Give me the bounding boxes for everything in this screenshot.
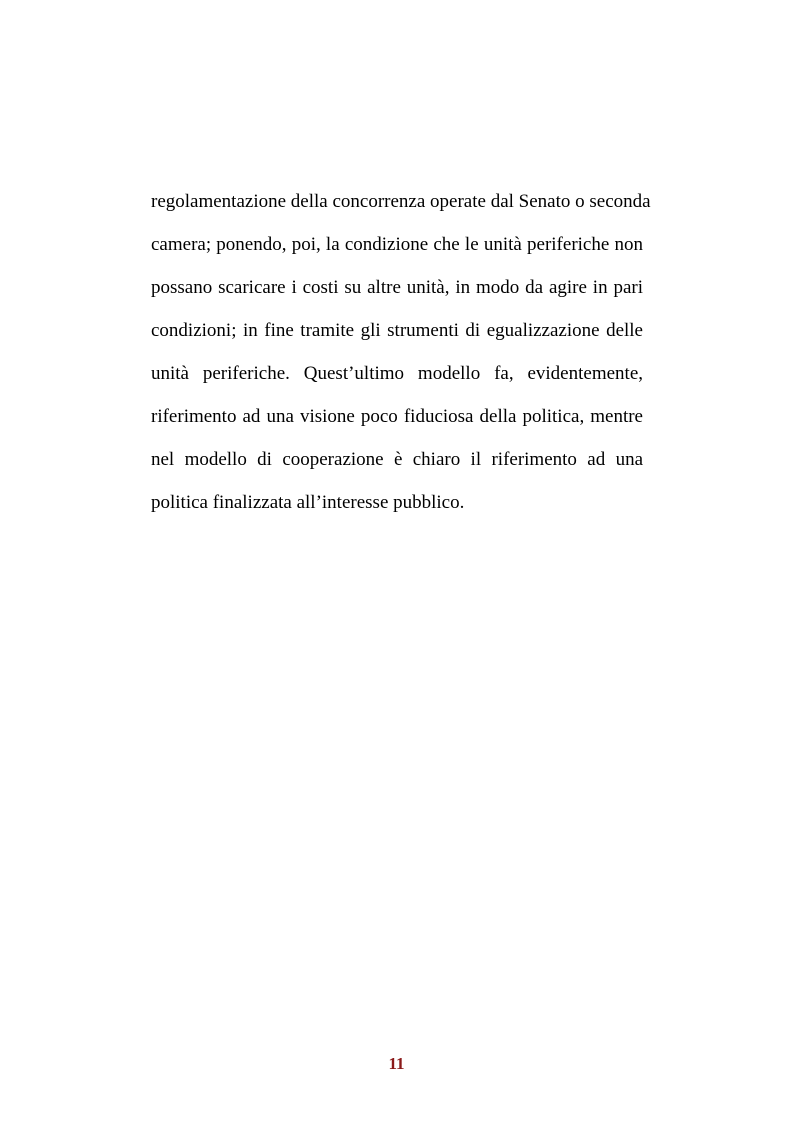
paragraph-line: camera; ponendo, poi, la condizione che le unità periferiche non xyxy=(151,234,643,255)
body-paragraph xyxy=(151,180,651,524)
paragraph-line: regolamentazione della concorrenza operate dal Senato o seconda xyxy=(151,191,651,212)
paragraph-line: possano scaricare i costi su altre unità, in modo da agire in pari xyxy=(151,277,643,298)
paragraph-line: unità periferiche. Quest’ultimo modello fa, evidentemente, xyxy=(151,363,643,384)
page-number: 11 xyxy=(388,1054,405,1073)
paragraph-line: condizioni; in fine tramite gli strumenti di egualizzazione delle xyxy=(151,320,643,341)
paragraph-line: politica finalizzata all’interesse pubblico. xyxy=(151,492,465,513)
paragraph-line: nel modello di cooperazione è chiaro il riferimento ad una xyxy=(151,449,643,470)
paragraph-line: riferimento ad una visione poco fiduciosa della politica, mentre xyxy=(151,406,643,427)
